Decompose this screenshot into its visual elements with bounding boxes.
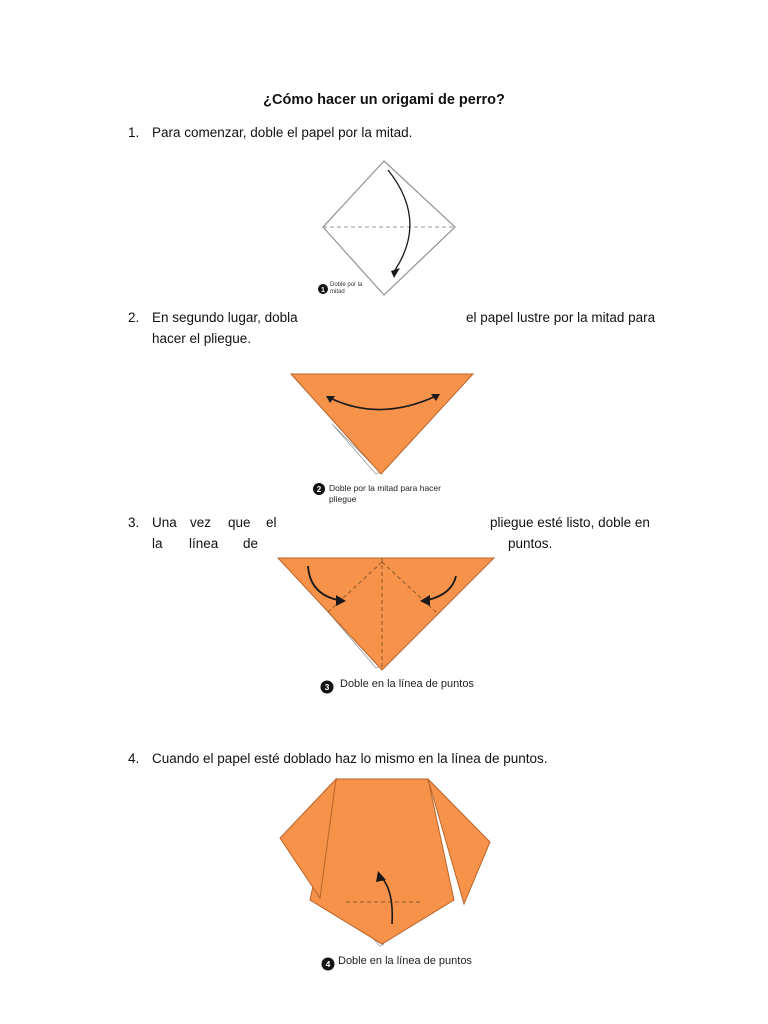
figure-caption-line2: mitad (330, 289, 345, 295)
figure-caption: Doble en la línea de puntos (340, 678, 474, 690)
step-1-diagram (310, 158, 470, 303)
step-3-word: de (243, 536, 259, 551)
step-2-number: 2. (128, 310, 140, 325)
step-4-number: 4. (128, 751, 140, 766)
badge-number: 4 (325, 959, 331, 969)
figure-caption-line2: pliegue (329, 494, 357, 504)
step-3-diagram (276, 556, 496, 696)
step-2-text-part3: hacer el pliegue. (152, 331, 252, 346)
figure-caption: Doble en la línea de puntos (338, 955, 472, 967)
step-2-text-part2: el papel lustre por la mitad para (466, 310, 656, 325)
step-3-number: 3. (128, 515, 140, 530)
step-1-text: Para comenzar, doble el papel por la mitad. (152, 125, 413, 140)
step-4-text: Cuando el papel esté doblado haz lo mismo en la línea de puntos. (152, 751, 548, 766)
step-2-text-part1: En segundo lugar, dobla (152, 310, 298, 325)
step-3-word: la (152, 536, 163, 551)
step-3-line1-end: pliegue esté listo, doble en (490, 515, 650, 530)
step-2-diagram (288, 372, 488, 512)
step-3-word: línea (189, 536, 219, 551)
figure-caption-line1: Doble por la (330, 282, 363, 288)
step-3-word: el (266, 515, 277, 530)
figure-caption-line1: Doble por la mitad para hacer (329, 483, 441, 493)
step-4-diagram (278, 776, 493, 976)
page-title: ¿Cómo hacer un origami de perro? (263, 92, 505, 108)
paper-square (323, 161, 455, 295)
step-3-word: vez (190, 515, 212, 530)
badge-number: 1 (321, 287, 325, 294)
badge-number: 3 (324, 682, 330, 692)
step-3-word: que (228, 515, 251, 530)
step-1-number: 1. (128, 125, 140, 140)
step-3-line2-end: puntos. (508, 536, 553, 551)
badge-number: 2 (316, 485, 322, 494)
paper-triangle (278, 558, 494, 670)
step-3-word: Una (152, 515, 177, 530)
paper-triangle (291, 374, 473, 474)
